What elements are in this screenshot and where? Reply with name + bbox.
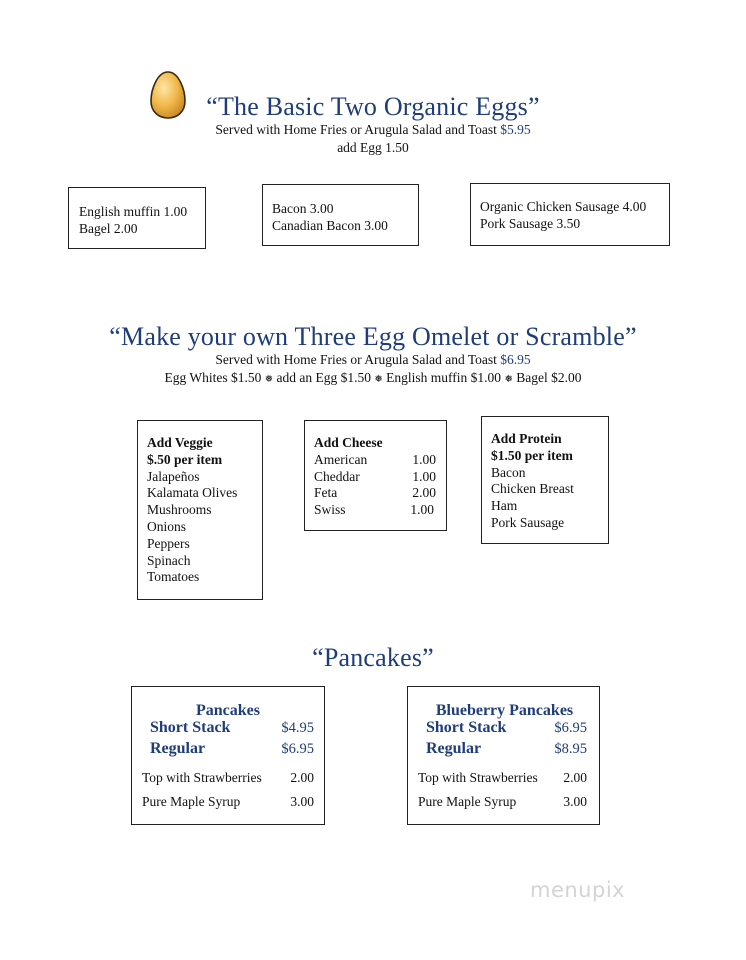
size-row: [150, 741, 314, 762]
topping-row: [418, 794, 587, 810]
topping-label: Top with Strawberries: [142, 769, 262, 785]
size-price: $8.95: [554, 740, 587, 757]
cheese-name: Swiss: [314, 502, 346, 518]
protein-item: Pork Sausage: [491, 514, 565, 530]
side-item: Bacon 3.00: [272, 201, 334, 216]
topping-price: 2.00: [290, 769, 314, 785]
blueberry-pancakes-box: [407, 686, 600, 825]
cheese-price: 1.00: [412, 468, 436, 484]
section-title-omelet: “Make your own Three Egg Omelet or Scramble”: [109, 322, 637, 351]
box-heading: Blueberry Pancakes: [435, 702, 574, 719]
side-item: Organic Chicken Sausage 4.00: [480, 199, 647, 214]
extra-item: Egg Whites $1.50: [164, 370, 262, 385]
cheese-item: [314, 485, 436, 502]
add-egg-line: add Egg 1.50: [337, 140, 409, 155]
veggie-item: Mushrooms: [147, 502, 212, 518]
cheese-item: [314, 469, 436, 486]
snowflake-bullet-icon: ❅: [504, 374, 513, 385]
side-item: Bagel 2.00: [79, 220, 138, 236]
pancakes-box: [131, 686, 325, 825]
size-label: Regular: [426, 739, 482, 757]
box-price: $1.50 per item: [491, 447, 573, 463]
veggie-item: Jalapeños: [147, 468, 200, 484]
add-veggie-box: [137, 420, 263, 600]
section-subtitle-basic-eggs: [0, 122, 746, 138]
topping-price: 2.00: [563, 769, 587, 785]
section-subtitle-omelet: [0, 352, 746, 368]
cheese-price: 1.00: [410, 502, 434, 518]
size-row: [426, 741, 587, 762]
size-price: $6.95: [554, 719, 587, 736]
topping-label: Top with Strawberries: [418, 769, 538, 785]
topping-row: [418, 770, 587, 786]
box-heading: Add Veggie: [147, 435, 213, 450]
box-price: $.50 per item: [147, 451, 223, 467]
side-item: English muffin 1.00: [79, 204, 188, 219]
topping-price: 3.00: [290, 793, 314, 809]
size-price: $4.95: [281, 719, 314, 736]
extra-item: add an Egg $1.50: [276, 370, 372, 385]
cheese-item: [314, 452, 436, 469]
protein-item: Ham: [491, 498, 518, 514]
snowflake-bullet-icon: ❅: [374, 374, 383, 385]
add-cheese-box: [304, 420, 447, 531]
box-heading: Add Cheese: [314, 435, 383, 450]
cheese-name: Cheddar: [314, 468, 360, 484]
topping-price: 3.00: [563, 793, 587, 809]
size-price: $6.95: [281, 740, 314, 757]
section-title-pancakes: “Pancakes”: [312, 643, 434, 672]
topping-label: Pure Maple Syrup: [142, 793, 241, 809]
veggie-item: Onions: [147, 518, 187, 534]
topping-row: [142, 794, 314, 810]
cheese-item: [314, 502, 436, 519]
box-heading: Pancakes: [196, 702, 260, 719]
side-box-bacon: [262, 184, 419, 246]
price: $5.95: [500, 122, 531, 137]
cheese-name: American: [314, 451, 368, 467]
extra-item: English muffin $1.00: [386, 370, 502, 385]
veggie-item: Kalamata Olives: [147, 485, 238, 501]
protein-item: Chicken Breast: [491, 481, 574, 497]
subtitle-text: Served with Home Fries or Arugula Salad and Toast: [215, 122, 497, 137]
topping-row: [142, 770, 314, 786]
size-label: Short Stack: [150, 718, 231, 736]
watermark-logo: menupix: [530, 878, 626, 902]
veggie-item: Peppers: [147, 535, 190, 551]
cheese-price: 2.00: [412, 485, 436, 501]
veggie-item: Spinach: [147, 552, 191, 568]
side-box-sausage: [470, 183, 670, 246]
side-item: Canadian Bacon 3.00: [272, 217, 388, 233]
omelet-extras-line: [0, 370, 746, 386]
snowflake-bullet-icon: ❅: [264, 374, 274, 385]
protein-item: Bacon: [491, 464, 526, 480]
add-protein-box: [481, 416, 609, 544]
cheese-price: 1.00: [412, 451, 436, 467]
topping-label: Pure Maple Syrup: [418, 793, 517, 809]
side-item: Pork Sausage 3.50: [480, 215, 581, 231]
side-box-bread: [68, 187, 206, 249]
section-title-basic-eggs: “The Basic Two Organic Eggs”: [206, 92, 540, 121]
extra-item: Bagel $2.00: [516, 370, 582, 385]
veggie-item: Tomatoes: [147, 569, 200, 585]
subtitle-text: Served with Home Fries or Arugula Salad and Toast: [215, 352, 497, 367]
size-row: [150, 720, 314, 741]
price: $6.95: [500, 352, 531, 367]
size-row: [426, 720, 587, 741]
box-heading: Add Protein: [491, 431, 562, 446]
size-label: Regular: [150, 739, 206, 757]
cheese-name: Feta: [314, 485, 338, 501]
size-label: Short Stack: [426, 718, 507, 736]
